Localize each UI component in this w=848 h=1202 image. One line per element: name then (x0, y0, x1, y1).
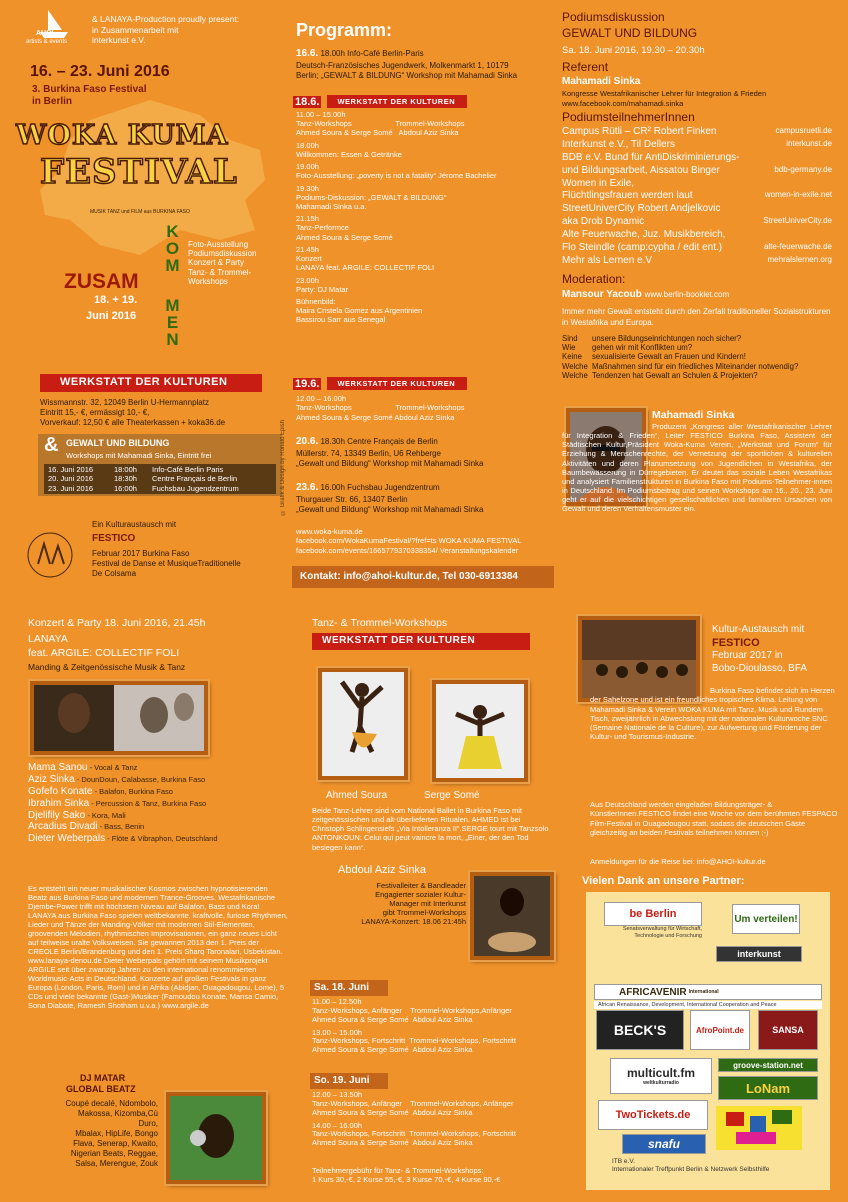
podium-intro: Immer mehr Gewalt entsteht durch den Zerfall traditioneller Sozialstrukturen in Westafrika und Europa. (562, 307, 831, 328)
band-photo-icon (34, 685, 204, 751)
aziz-line: Engagierter sozialer Kultur- (375, 890, 466, 899)
festico-line-2: Februar 2017 in (712, 650, 783, 662)
zusam-text: ZUSAM (64, 270, 139, 293)
kultur-line-4: De Colsama (92, 568, 137, 578)
dj-genre-line: Mbalax, HipLife, Bongo (75, 1129, 158, 1138)
day-18-6-items (296, 110, 556, 325)
gewalt-row (48, 474, 272, 483)
partner-interkunst[interactable]: interkunst (716, 946, 802, 962)
item-line: Tanz-Workshops Trommel-Workshops (296, 119, 465, 129)
item-line: Willkommen: Essen & Getränke (296, 149, 402, 159)
question-row (562, 352, 832, 361)
men-vertical: MEN (163, 296, 182, 347)
schedule-line: Ahmed Soura & Serge Somé Abdoul Aziz Sinka (312, 1107, 473, 1117)
musician-name: Aziz Sinka (28, 773, 75, 785)
item-line: LANAYA feat. ARGILE: COLLECTIF FOLI (296, 263, 435, 273)
participant-row (562, 126, 832, 139)
venue-info (40, 398, 225, 428)
partner-groove-station[interactable]: groove-station.net (718, 1058, 818, 1072)
venue-banner: WERKSTATT DER KULTUREN (40, 374, 262, 392)
aziz-name: Abdoul Aziz Sinka (338, 864, 427, 876)
feature-item: Tanz- & Trommel- (188, 267, 252, 277)
moderation-url[interactable]: www.berlin-booklet.com (644, 290, 730, 299)
workshops-text: Beide Tanz-Lehrer sind vom National Ballet in Burkina Faso mit zeitgenössischen und alt-überlieferten Ritualen. AHMED ist bei Christoph Schlingensiefs „Via Intolleranza II“.SERGE tourt mit Tanzsolo ANTONKOUN: Celui qui peut vaincre la mort, „Einer, der den Tod besiegen kann“. (312, 806, 549, 852)
contact-bar[interactable]: Kontakt: info@ahoi-kultur.de, Tel 030-6913384 (292, 566, 554, 588)
partner-multicult[interactable] (610, 1058, 712, 1094)
africavenir-name: AFRICAVENIR (619, 986, 687, 998)
kultur-line-2: Februar 2017 Burkina Faso (92, 548, 190, 558)
schedule-line: Ahmed Soura & Serge Somé Abdoul Aziz Sinka (312, 1138, 473, 1148)
programm-links (296, 527, 556, 555)
podium-questions (562, 334, 832, 380)
participant-url[interactable]: women-in-exile.net (764, 190, 832, 200)
event-line: 18.00h Info-Café Berlin-Paris (320, 49, 424, 58)
day-date: 19.6. (295, 377, 320, 390)
participant-url[interactable]: campusruetli.de (775, 126, 832, 135)
participant-row (562, 203, 832, 216)
fee-line-1: Teilnehmergebühr für Tanz- & Trommel-Workshops: (312, 1166, 484, 1175)
aziz-photo (470, 872, 554, 960)
item-line: 11.00 – 15.00h (296, 110, 346, 119)
festival-title-1: WOKA KUMA (16, 120, 229, 151)
musician-name: Arcadius Divadi (28, 821, 98, 833)
day-venue: WERKSTATT DER KULTUREN (327, 95, 467, 108)
referent-name: Mahamadi Sinka (562, 76, 641, 87)
bio-name: Mahamadi Sinka (652, 409, 735, 421)
gewalt-row-time: 16:00h (114, 483, 137, 493)
partner-sansa[interactable]: SANSA (758, 1010, 818, 1050)
band-photo (30, 681, 208, 755)
dancer1-photo (318, 668, 408, 780)
item-line: Maira Cristela Gomez aus Argentinien (296, 306, 423, 316)
musician-role: - Vocal & Tanz (87, 763, 138, 772)
question-text: unsere Bildungseinrichtungen noch sicher? (592, 334, 742, 343)
item-line: Konzert (296, 254, 322, 264)
question-keyword: Wie (562, 343, 576, 353)
musician-list (28, 762, 288, 845)
gewalt-row-place: Centre Français de Berlin (152, 474, 238, 484)
item-line: Foto-Ausstellung: „poverty is not a fatality“ Jérome Bachelier (296, 171, 497, 181)
zusam-dates-1: 18. + 19. (94, 294, 138, 306)
design-credit: © Grafik & Design by Ronald Epish (280, 420, 286, 516)
item-line: Tanz-Workshops Trommel-Workshops (296, 403, 465, 413)
dj-title: DJ MATAR (80, 1073, 126, 1083)
itb-line-2: Internationaler Treffpunkt Berlin & Netzwerk Selbsthilfe (612, 1166, 770, 1174)
venue-address: Wissmannstr. 32, 12049 Berlin U-Hermannplatz (40, 398, 209, 407)
partner-snafu[interactable]: snafu (622, 1134, 706, 1154)
partner-colorful-logo[interactable] (716, 1106, 802, 1150)
partner-umverteilen[interactable]: Um verteilen! (732, 904, 800, 934)
kultur-line-3: Festival de Danse et MusiqueTraditionelle (92, 558, 241, 568)
musician-row (28, 833, 288, 845)
partners-title: Vielen Dank an unsere Partner: (582, 875, 745, 887)
participant-row (562, 178, 832, 191)
dancer2-photo (432, 680, 528, 782)
konzert-band: LANAYA (28, 633, 68, 645)
question-row (562, 362, 832, 371)
gewalt-row-date: 23. Juni 2016 (48, 483, 94, 493)
konzert-title: Konzert & Party 18. Juni 2016, 21.45h (28, 617, 206, 629)
feature-item: Konzert & Party (188, 258, 245, 268)
africavenir-intl: International (688, 989, 719, 995)
event-line: Berlin; „GEWALT & BILDUNG“ Workshop mit Mahamadi Sinka (296, 70, 518, 80)
musician-row (28, 762, 288, 774)
festival-title-2: FESTIVAL (40, 152, 238, 192)
festico-text-2: Aus Deutschland werden eingeladen Bildungsträger- & KünstlerInnen.FESTICO findet eine Woche vor dem berühmten FESPACO Film-Festival in Ouagadougou statt, sodass die deutschen Gäste gleichzeitig an beiden Festivals teilnehmen können ;-) (590, 800, 838, 837)
question-row (562, 343, 832, 352)
item-line: Tanz-Performce (296, 223, 349, 233)
event-line: „Gewalt und Bildung“ Workshop mit Mahamadi Sinka (296, 458, 484, 468)
festival-dates: 16. – 23. Juni 2016 (30, 63, 170, 80)
event-line: 18.30h Centre Français de Berlin (320, 437, 438, 446)
musician-name: Gofefo Konate (28, 785, 93, 797)
participant-name: Interkunst e.V., Til Dellers (562, 138, 676, 150)
event-23-6 (296, 482, 556, 515)
kultur-festico: FESTICO (92, 533, 136, 544)
colorful-logo-icon (716, 1106, 802, 1150)
partner-afropoint[interactable]: AfroPoint.de (690, 1010, 750, 1050)
item-line: Mahamadi Sinka u.a. (296, 201, 367, 211)
participant-url[interactable]: mehralslernen.org (767, 254, 832, 264)
festico-logo (20, 530, 80, 580)
participant-row (562, 165, 832, 178)
participant-url[interactable]: bdb-germany.de (774, 164, 832, 174)
sa-label: Sa. 18. Juni (310, 980, 388, 996)
participant-name: Mehr als Lernen e.V (562, 254, 653, 266)
event-date: 16.6. (296, 48, 319, 59)
aziz-photo-icon (474, 876, 550, 956)
itb-line-1: ITB e.V. (612, 1158, 635, 1165)
musician-row (28, 786, 288, 798)
dj-genre-line: Salsa, Merengue, Zouk (75, 1159, 158, 1168)
link-facebook[interactable]: facebook.com/WokaKumaFestival/?fref=ts WOKA KUMA FESTIVAL (296, 536, 522, 546)
referent-label: Referent (562, 60, 609, 74)
festico-logo-icon (20, 530, 80, 580)
item-line: Bühnenbild: (296, 296, 336, 306)
schedule-line: Ahmed Soura & Serge Somé Abdoul Aziz Sinka (312, 1014, 473, 1024)
participant-name: Campus Rütli – CR² Robert Finken (562, 126, 717, 137)
workshops-venue: WERKSTATT DER KULTUREN (312, 633, 530, 650)
event-line: Müllerstr. 74, 13349 Berlin, U6 Rehberge (296, 448, 441, 458)
kultur-line-1: Ein Kulturaustausch mit (92, 520, 177, 529)
participant-url[interactable]: StreetUniverCity.de (763, 216, 832, 226)
podium-title: Podiumsdiskussion (562, 10, 665, 24)
venue-presale: Vorverkauf: 12,50 € alle Theaterkassen + koka36.de (40, 418, 226, 427)
producer-block (92, 14, 239, 46)
schedule-line: Tanz-Workshops, Fortschritt Trommel-Workshops, Fortschritt (312, 1036, 516, 1046)
gewalt-row-date: 20. Juni 2016 (48, 474, 94, 484)
dancer1-name: Ahmed Soura (326, 790, 388, 801)
feature-item: Foto-Ausstellung (188, 240, 249, 249)
partner-africavenir[interactable] (594, 984, 822, 1000)
participant-row (562, 216, 832, 229)
producer-line-1: & LANAYA-Production proudly present: (92, 14, 240, 24)
multicult-sub: weltkulturradio (643, 1080, 679, 1086)
dj-genre-line: Coupé decalé, Ndombolo, (65, 1099, 158, 1108)
question-row (562, 334, 832, 343)
item-line: 19.30h (296, 183, 319, 193)
event-line: Thurgauer Str. 66, 13407 Berlin (296, 494, 408, 504)
gewalt-row-time: 18:00h (114, 465, 137, 474)
participant-name: Alte Feuerwache, Juz. Musikbereich, (562, 229, 726, 241)
aziz-line: LANAYA-Konzert: 18.06 21:45h (361, 917, 466, 926)
kom-vertical: KOM (163, 222, 182, 273)
musician-name: Mama Sanou (28, 762, 88, 773)
participant-row (562, 139, 832, 152)
musician-role: - Percussion & Tanz, Burkina Faso (89, 798, 207, 808)
question-keyword: Keine (562, 352, 582, 362)
workshop-fees (312, 1166, 562, 1185)
schedule-line: 11.00 – 12.50h (312, 997, 362, 1006)
programm-title: Programm: (296, 20, 393, 40)
gewalt-box-subtitle: Workshops mit Mahamadi Sinka, Eintritt frei (66, 451, 212, 460)
partner-twotickets[interactable]: TwoTickets.de (598, 1100, 708, 1130)
item-line: Bassirou Sarr aus Senegal (296, 315, 386, 325)
sa-rows (312, 998, 562, 1055)
day-venue: WERKSTATT DER KULTUREN (327, 377, 467, 390)
multicult-logo (627, 1066, 695, 1086)
konzert-feat: feat. ARGILE: COLLECTIF FOLI (28, 647, 180, 659)
africavenir-sub: African Renaissance, Development, International Cooperation and Peace (594, 1001, 822, 1009)
konzert-text: Es entsteht ein neuer musikalischer Kosmos zwischen hypnotisierenden Beatz aus Burkina Faso und modernen Trance-Grooves. Westafrikanische Djembe-Power trifft mit höchstem Niveau auf Balafon, Bass und Kora! LANAYA aus Burkina Faso spielen weltbekannte, kraftvolle, furiose Rhythmen, Lieder und Tänze der Manding-Völker mit modernen Stil-Elementen, groovenden Melodien, rhythmischen Improvisationen, ein ganz neues Licht auf teilweise uralte Volksweisen. Sie gewannen 2013 den 1. Preis der CREOLE Berlin/Brandenburg und den 1. Preis Sharq Taronalari, Usbekistan. www.lanaya-denou.de Dieter Weberpals gehört mit seinem Musikprojekt ARGILE seit über zwanzig Jahren zu den international renommierten Worldmusic-Acts in Deutschland. Konzerte auf großen Festivals in ganz Europa (London, Paris, Rom) und in Afrika (Abidjan, Ouagadougou, Lome), 5 CDs und viele bekannte (Gast-)Musiker (Famoudou Konate, Mansa Camio, Sona Diabate, Ramesh Shotham u.v.a.) www.argile.de (28, 884, 288, 1010)
konzert-genre: Manding & Zeitgenössische Musik & Tanz (28, 662, 186, 672)
partners-box (586, 892, 830, 1190)
so-label: So. 19. Juni (310, 1073, 388, 1089)
ahoi-logo-text: AHOI (36, 30, 54, 37)
aziz-line: Manager mit Interkunst (389, 899, 466, 908)
itb-block (612, 1158, 769, 1175)
day-19-6-items (296, 394, 556, 422)
festival-edition: 3. Burkina Faso Festival (32, 84, 147, 95)
gewalt-row-place: Fuchsbau Jugendzentrum (152, 483, 239, 493)
dj-subtitle: GLOBAL BEATZ (66, 1084, 136, 1094)
gewalt-row (48, 484, 272, 493)
festico-text-1: Burkina Faso befindet sich im Herzen der Sahelzone und ist ein freundliches tropisches Klima. Leitung von Mahamadi Sinka & Verein WOKA KUMA mit Tanz, Musik und Rundem Tisch, zweijährlich in Abwechslung mit der nationalen Kulturwoche SNC (Semaine Nationale de la Culture), zur Aufwertung und Förderung der Kultur- und Tourismus-Industrie. (590, 686, 835, 742)
participant-name: und Bildungsarbeit, Aissatou Binger (562, 164, 720, 176)
gewalt-amp: & (44, 434, 59, 456)
zusam-dates-2: Juni 2016 (86, 310, 137, 322)
participant-row (562, 152, 832, 165)
musician-role: - Bass, Benin (97, 822, 145, 832)
schedule-line: Tanz-Workshops, Fortschritt Trommel-Workshops, Fortschritt (312, 1129, 516, 1139)
event-20-6 (296, 436, 556, 469)
question-text: sexualisierte Gewalt an Frauen und Kindern! (592, 352, 746, 362)
item-line: 18.00h (296, 140, 319, 150)
day-18-6-header (293, 95, 467, 108)
day-19-6-header (293, 377, 467, 390)
feature-item: Workshops (188, 276, 228, 286)
teilnehmer-label: PodiumsteilnehmerInnen (562, 110, 695, 124)
podium-date: Sa. 18. Juni 2016, 19.30 – 20.30h (562, 45, 705, 56)
link-event[interactable]: facebook.com/events/1665779370338354/ Veranstaltungskalender (296, 545, 519, 555)
gewalt-dates (44, 464, 276, 494)
so-rows (312, 1091, 562, 1148)
festico-line-1: Kultur-Austausch mit (712, 624, 805, 635)
partner-lonam[interactable]: LoNam (718, 1076, 818, 1100)
schedule-line: Tanz-Workshops, Anfänger Trommel-Workshops,Anfänger (312, 1005, 512, 1015)
item-line: 23.00h (296, 275, 319, 285)
kulturaustausch-block (92, 520, 241, 579)
venue-price: Eintritt 15,- €, ermässigt 10,- €, (40, 408, 150, 417)
dancer2-name: Serge Somé (424, 790, 480, 801)
item-line: Ahmed Soura & Serge Somé Abdoul Aziz Sinka (296, 128, 459, 138)
moderation-label: Moderation: (562, 272, 626, 286)
event-date: 20.6. (296, 436, 319, 447)
podium-subtitle: GEWALT UND BILDUNG (562, 26, 698, 40)
item-line: 12.00 – 16.00h (296, 394, 347, 403)
musician-name: Djelifily Sako (28, 809, 86, 821)
item-line: 21.15h (296, 214, 319, 224)
dancer2-icon (436, 684, 524, 778)
bio-text: Produzent „Kongress aller Westafrikanischer Lehrer für Integration & Frieden“, Leiter FESTICO Burkina Faso, Assistent der Städtischen Kultur,Präsident Woka-Kuma Verein, „Werkstatt und Forum“ für Erziehung & Menschenrechte, der Vernetzung der sportlichen & kulturellen Aktivitäten und deren Planumsetzung von Jugendlichen in Westafrika, der Baumbewässerung in Dürregebieten. Er deutet das soziale Leben Westafrikas und analysiert Familienstrukturen in Burkina Faso mit Podiums-Teilnehmer-innen in Deutschland. Im Podiumsbeitrag und seinen Workshops am 16., 20., 23. Juni geht er auf die vielschichtigen gesellschaftlichen und familiären Ursachen von Gewalt und deren Verhaltensmuster ein. (562, 422, 832, 514)
partner-becks[interactable]: BECK'S (596, 1010, 684, 1050)
festico-name: FESTICO (712, 636, 760, 649)
musician-row (28, 821, 288, 833)
moderation-name: Mansour Yacoub (562, 289, 642, 300)
musician-role: - DounDoun, Calabasse, Burkina Faso (74, 774, 206, 784)
item-line: Ahmed Soura & Serge Somé Abdoul Aziz Sinka (296, 412, 455, 422)
festival-tagline: MUSIK TANZ und FILM aus BURKINA FASO (90, 209, 190, 215)
partner-be-berlin[interactable]: be Berlin (604, 902, 702, 926)
musician-row (28, 798, 288, 810)
event-date: 23.6. (296, 482, 319, 493)
day-date: 18.6. (295, 95, 320, 108)
referent-desc: Kongresse Westafrikanischer Lehrer für Integration & Frieden (562, 89, 767, 98)
link-website[interactable]: www.woka-kuma.de (296, 527, 363, 536)
schedule-line: 13.00 – 15.00h (312, 1027, 363, 1037)
question-row (562, 371, 832, 380)
dj-genres (58, 1099, 158, 1169)
item-line: 19.00h (296, 162, 319, 172)
participant-row (562, 242, 832, 255)
schedule-line: 12.00 – 13.50h (312, 1090, 363, 1099)
item-line: Ahmed Soura & Serge Somé (296, 232, 393, 242)
dj-photo-icon (170, 1096, 262, 1180)
schedule-line: Ahmed Soura & Serge Somé Abdoul Aziz Sinka (312, 1045, 473, 1055)
question-keyword: Welche (562, 361, 588, 371)
fee-line-2: 1 Kurs 30,-€, 2 Kurse 55,-€, 3 Kurse 70,-€, 4 Kurse 90,-€ (312, 1175, 501, 1185)
festico-text-3: Anmeldungen für die Reise bei: info@AHOI-kultur.de (590, 857, 766, 866)
participant-row (562, 255, 832, 268)
musician-role: - Kora, Mali (85, 810, 126, 820)
festival-features (188, 240, 256, 286)
gewalt-row-place: Info-Café Berlin Paris (152, 465, 224, 474)
participant-name: Women in Exile, (562, 177, 635, 189)
referent-url[interactable]: www.facebook.com/mahamadi.sinka (562, 99, 684, 108)
partner-senat: Senatsverwaltung für Wirtschaft, Technologie und Forschung (622, 926, 702, 939)
participant-row (562, 190, 832, 203)
event-line: „Gewalt und Bildung“ Workshop mit Mahamadi Sinka (296, 504, 484, 514)
dj-photo (166, 1092, 266, 1184)
moderation-line (562, 289, 729, 300)
feature-item: Podiumsdiskussion (188, 249, 257, 259)
dj-genre-line: Makossa, Kizomba,Cù Duro, (77, 1109, 158, 1128)
question-text: gehen wir mit Konflikten um? (592, 343, 693, 353)
musician-role: - Flöte & Vibraphon, Deutschland (105, 834, 218, 844)
participant-url[interactable]: interkunst.de (786, 138, 832, 148)
question-keyword: Welche (562, 370, 588, 380)
dj-genre-line: Flava, Senerap, Kwaito, (73, 1139, 158, 1148)
multicult-name: multicult.fm (627, 1066, 695, 1080)
participant-name: Flüchtlingsfrauen werden laut (562, 190, 693, 202)
workshops-title: Tanz- & Trommel-Workshops (312, 617, 448, 629)
aziz-text (336, 881, 466, 926)
gewalt-row-time: 18:30h (114, 474, 137, 484)
producer-line-2: in Zusammenarbeit mit (92, 24, 179, 35)
musician-row (28, 810, 288, 822)
event-16-6 (296, 48, 556, 81)
gewalt-box (38, 434, 282, 496)
participant-name: BDB e.V. Bund für AntiDiskriminierungs- (562, 151, 740, 163)
question-text: Tendenzen hat Gewalt an Schulen & Projekten? (592, 370, 758, 380)
event-line: 16.00h Fuchsbau Jugendzentrum (320, 483, 440, 492)
item-line: Party: DJ Matar (296, 284, 349, 294)
aziz-line: Festivalleiter & Bandleader (376, 881, 466, 890)
dj-genre-line: Nigerian Beats, Reggae, (70, 1149, 158, 1158)
festico-line-3: Bobo-Dioulasso, BFA (712, 662, 808, 674)
question-keyword: Sind (562, 334, 578, 343)
musician-name: Ibrahim Sinka (28, 797, 90, 809)
participant-name: StreetUniverCity Robert Andjelkovic (562, 203, 721, 215)
musician-row (28, 774, 288, 786)
festico-head (712, 624, 807, 675)
musician-role: - Balafon, Burkina Faso (92, 786, 173, 796)
gewalt-box-title: GEWALT UND BILDUNG (66, 438, 170, 448)
participant-url[interactable]: alte-feuerwache.de (763, 242, 832, 252)
participant-name: aka Drob Dynamic (562, 216, 645, 228)
gewalt-row-date: 16. Juni 2016 (48, 465, 94, 474)
question-text: Maßnahmen sind für ein friedliches Miteinander notwendig? (592, 361, 799, 371)
participants-list (562, 126, 832, 268)
participant-name: Flo Steindle (camp:cypha / edit ent.) (562, 242, 723, 254)
producer-line-3: interkunst e.V. (92, 35, 146, 46)
dancer1-icon (322, 672, 404, 776)
participant-row (562, 229, 832, 242)
ahoi-logo-sub: artists & events (26, 39, 68, 45)
aziz-line: gibt Trommel-Workshops (382, 908, 466, 917)
schedule-line: Tanz-Workshops, Anfänger Trommel-Workshops, Anfänger (312, 1098, 514, 1108)
schedule-line: 14.00 – 16.00h (312, 1120, 363, 1130)
item-line: Podiums-Diskussion: „GEWALT & BILDUNG“ (296, 192, 447, 202)
event-line: Deutsch-Französisches Jugendwerk, Molkenmarkt 1, 10179 (296, 60, 509, 70)
item-line: 21.45h (296, 244, 319, 254)
festival-city: in Berlin (32, 96, 73, 107)
musician-name: Dieter Weberpals (28, 833, 106, 845)
gewalt-row (48, 465, 272, 474)
